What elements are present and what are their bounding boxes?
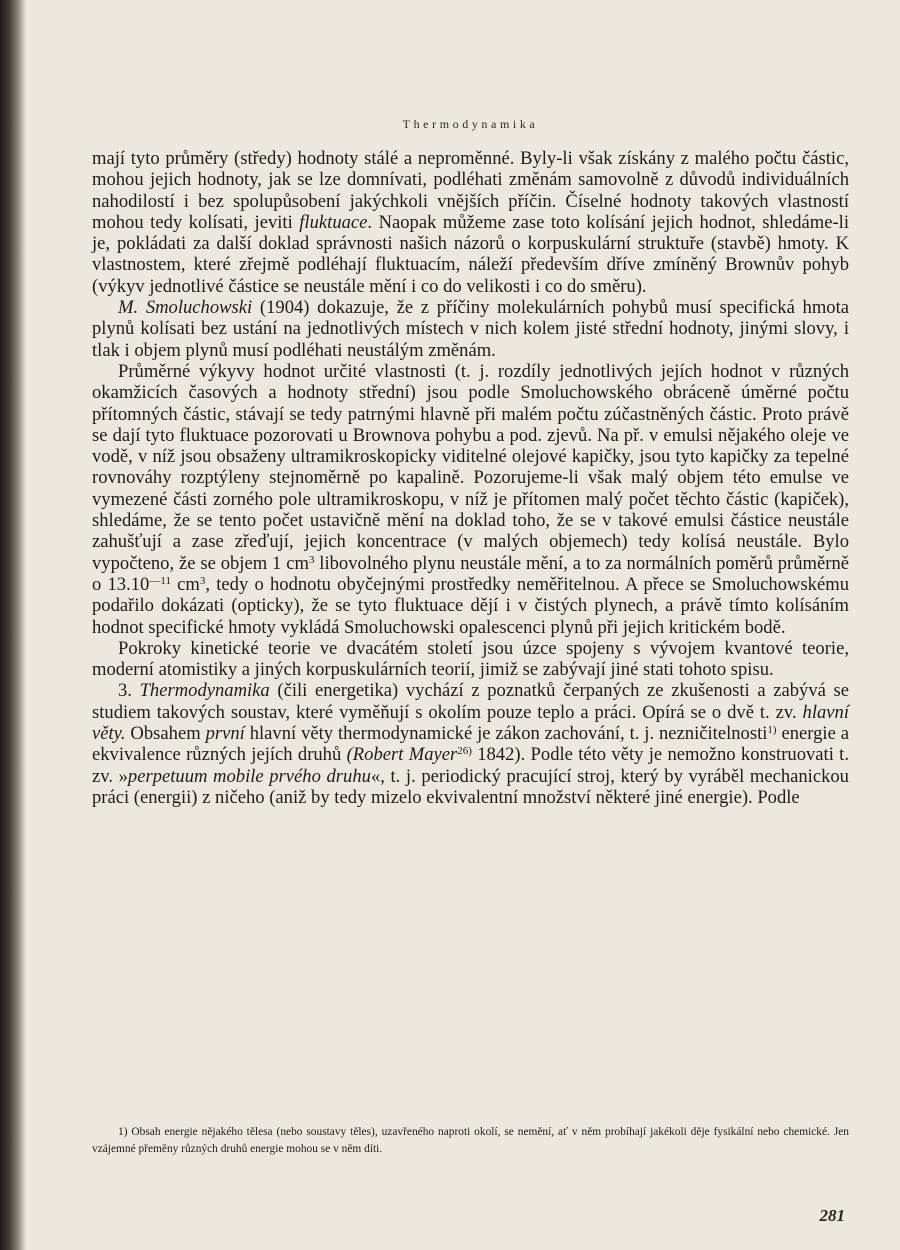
text-run: Průměrné výkyvy hodnot určité vlastnosti (t. j. rozdíly jednotlivých jejích hodnot v různých okamžicích časových a hodnoty střední) jsou podle Smoluchowského obráceně úměrné počtu přítomných částic, stávají se tedy patrnými hlavně při malém počtu zúčastněných částic. Proto právě se dají tyto fluktuace pozorovati u Brownova pohybu a pod. zjevů. Na př. v emulsi nějakého oleje ve vodě, v níž jsou obsaženy ultramikroskopicky viditelné olejové kapičky, jsou tyto kapičky za tepelné rovnováhy rozptýleny stejnoměrně po kapalině. Pozorujeme-li však malý objem této emulse ve vymezené části zorného pole ultramikroskopu, v níž je přítomen malý počet těchto částic (kapiček), shledáme, že se tento počet ustavičně mění na doklad toho, že se v takové emulsi částice neustále zahušťují a zase zřeďují, jejich koncentrace (v malých objemech) tedy kolísá neustále. Bylo vypočteno, že se objem 1 cm (92, 360, 849, 574)
paragraph (92, 638, 849, 681)
italic-text: (Robert Mayer (346, 744, 458, 766)
running-head: Thermodynamika (402, 117, 539, 131)
book-gutter-shadow (0, 0, 26, 1250)
page-number: 281 (819, 1206, 845, 1225)
text-run: Pokroky kinetické teorie ve dvacátém století jsou úzce spojeny s vývojem kvantové teorie, moderní atomistiky a jiných korpuskulárních teorií, jimiž se zabývají jiné stati tohoto spisu. (92, 637, 849, 681)
text-run: mají tyto průměry (středy) hodnoty stálé a neproměnné. Byly-li však získány z malého počtu částic, mohou jejich hodnoty, jak se lze domnívati, podléhati změnám samovolně z důvodů individuálních nahodilostí i bez spolupůsobení jakýchkoli vnějších příčin. Číselné hodnoty takových vlastností mohou tedy kolísati, jeviti (92, 148, 849, 233)
text-run: 1842). Podle této věty je nemožno konstruovati t. zv. » (92, 744, 849, 787)
text-run: , tedy o hodnotu obyčejnými prostředky neměřitelnou. A přece se Smoluchowskému podařilo dokázati (opticky), že se tyto fluktuace dějí i v čistých plynech, a právě tímto kolísáním hodnot specifické hmoty vykládá Smoluchowski opalescenci plynů při jejich kritickém bodě. (92, 573, 849, 638)
italic-text: hlavní věty. (92, 701, 849, 745)
superscript: 3 (199, 574, 206, 587)
paragraph (92, 680, 849, 808)
text-run: (čili energetika) vychází z poznatků čerpaných ze zkušenosti a zabývá se studiem takových soustav, které vyměňují s okolím pouze teplo a práci. Opírá se o dvě t. zv. (92, 680, 849, 723)
text-run: «, t. j. periodický pracující stroj, který by vyráběl mechanickou práci (energii) z ničeho (aniž by tedy mizelo ekvivalentní množství některé jiné energie). Podle (92, 765, 849, 808)
text-run: cm (170, 573, 200, 595)
text-run: energie a ekvivalence různých jejích druhů (92, 723, 849, 766)
body-text (92, 148, 849, 808)
italic-text: fluktuace (299, 211, 368, 233)
text-run: hlavní věty thermodynamické je zákon zachování, t. j. nezničitelnosti (244, 723, 768, 745)
italic-text: první (205, 723, 245, 745)
text-run: . Naopak můžeme zase toto kolísání jejich hodnot, shledáme-li je, pokládati za další doklad správnosti našich názorů o korpuskulární struktuře (stavbě) hmoty. K vlastnostem, které zřejmě podléhají fluktuacím, náleží především dříve zmíněný Brownův pohyb (výkyv jednotlivé částice se neustále mění i co do velikosti i co do směru). (92, 211, 849, 297)
superscript: —11 (149, 574, 171, 587)
superscript: 1) (767, 724, 777, 737)
superscript: 3 (308, 553, 315, 566)
italic-text: Thermodynamika (139, 680, 270, 702)
paragraph (92, 361, 849, 638)
italic-text: M. Smoluchowski (118, 297, 253, 319)
italic-text: perpetuum mobile prvého druhu (127, 765, 371, 787)
book-page (92, 0, 849, 1250)
text-run: Obsahem (125, 723, 206, 745)
paragraph (92, 297, 849, 361)
footnotes (92, 1124, 849, 1158)
paragraph (92, 148, 849, 297)
text-run: (1904) dokazuje, že z příčiny molekulárních pohybů musí specifická hmota plynů kolísati bez ustání na jednotlivých místech v nich kolem jisté střední hodnoty, jinými slovy, i tlak i objem plynů musí podléhati neustálým změnám. (92, 297, 849, 361)
text-run: libovolného plynu neustále mění, a to za normálních poměrů průměrně o 13.10 (92, 552, 850, 595)
text-run: 3. (118, 680, 140, 702)
footnote: 1) Obsah energie nějakého tělesa (nebo soustavy těles), uzavřeného naproti okolí, se nemění, ať v něm probíhají jakékoli děje fysikální nebo chemické. Jen vzájemné přeměny různých druhů energie mohou se v něm díti. (92, 1126, 849, 1155)
superscript: 26) (457, 745, 472, 758)
